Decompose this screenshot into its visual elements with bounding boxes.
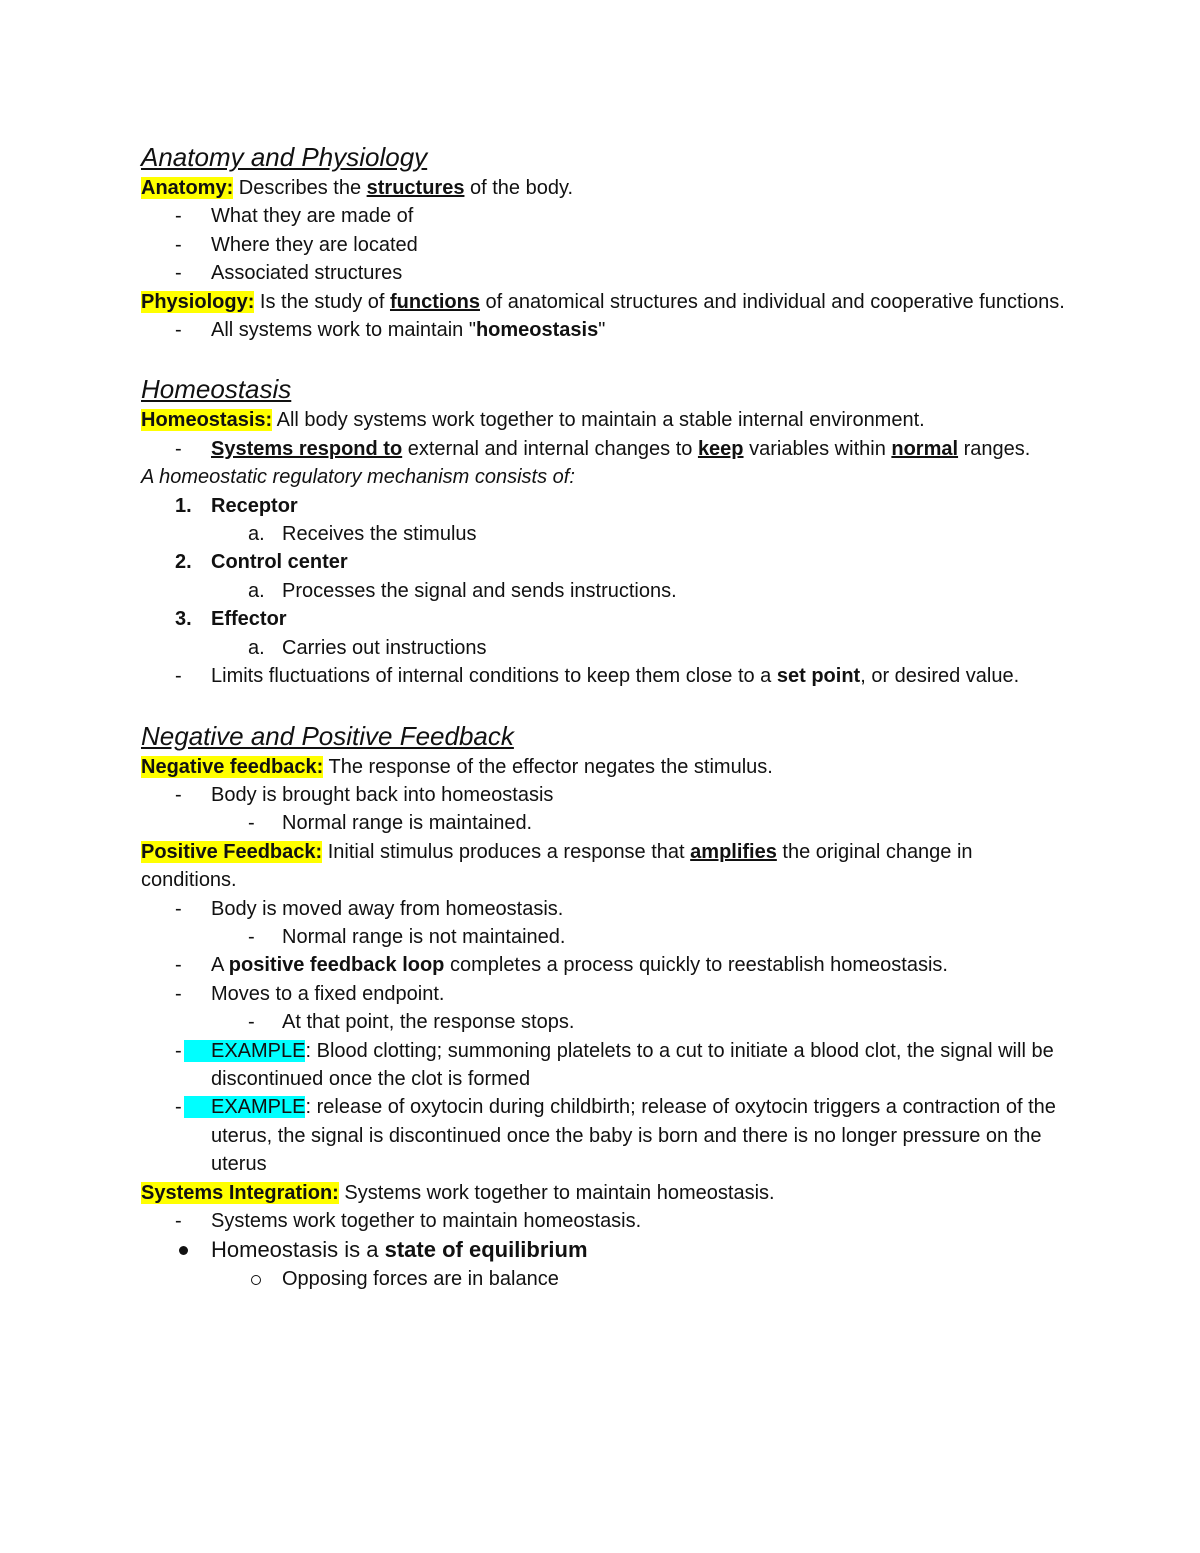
list-item: - Body is brought back into homeostasis	[175, 783, 554, 806]
list-item: - Moves to a fixed endpoint.	[175, 982, 445, 1005]
systems-integration-term: Systems Integration:	[141, 1181, 339, 1204]
anatomy-term: Anatomy:	[141, 177, 234, 199]
example-item: - EXAMPLE: Blood clotting; summoning platelets to a cut to initiate a blood clot, the signal will be discontinued once the clot is formed	[175, 1039, 1054, 1090]
numbered-item: 3. Effector	[175, 608, 287, 631]
sub-item: - Normal range is not maintained.	[248, 925, 566, 948]
example-item: - EXAMPLE: release of oxytocin during childbirth; release of oxytocin triggers a contraction of the uterus, the signal is discontinued once the baby is born and there is no longer pressure on the uterus	[175, 1096, 1056, 1176]
heading-anatomy-physiology: Anatomy and Physiology	[141, 142, 428, 172]
list-item: - All systems work to maintain "homeostasis"	[175, 319, 606, 342]
sub-bullet-item: Opposing forces are in balance	[141, 1265, 1071, 1293]
list-item: - Systems work together to maintain homeostasis.	[175, 1210, 642, 1232]
hollow-bullet-icon	[251, 1275, 261, 1285]
list-item: - What they are made of	[175, 205, 414, 228]
example-label: EXAMPLE	[184, 1040, 305, 1062]
numbered-item: 2. Control center	[175, 551, 348, 574]
bullet-item: Homeostasis is a state of equilibrium	[141, 1235, 1071, 1265]
list-item: - Where they are located	[175, 233, 418, 256]
homeostasis-term: Homeostasis:	[141, 409, 273, 432]
list-item: - Body is moved away from homeostasis.	[175, 897, 564, 920]
negative-feedback-term: Negative feedback:	[141, 755, 324, 778]
sub-item: a. Carries out instructions	[248, 636, 487, 659]
sub-item: - Normal range is maintained.	[248, 812, 533, 835]
numbered-item: 1. Receptor	[175, 494, 298, 517]
document-body	[141, 140, 1071, 1294]
positive-feedback-definition: Positive Feedback: Initial stimulus produces a response that amplifies the original change in conditions.	[141, 840, 973, 892]
negative-feedback-definition: Negative feedback: The response of the effector negates the stimulus.	[141, 755, 773, 778]
list-item: - A positive feedback loop completes a process quickly to reestablish homeostasis.	[175, 954, 948, 977]
mechanism-intro: A homeostatic regulatory mechanism consists of:	[141, 466, 575, 489]
physiology-definition: Physiology: Is the study of functions of anatomical structures and individual and cooperative functions.	[141, 290, 1065, 313]
anatomy-definition: Anatomy: Describes the structures of the body.	[141, 177, 574, 199]
list-item: - Limits fluctuations of internal conditions to keep them close to a set point, or desired value.	[175, 665, 1020, 688]
physiology-term: Physiology:	[141, 290, 255, 313]
positive-feedback-term: Positive Feedback:	[141, 840, 323, 863]
sub-item: - At that point, the response stops.	[248, 1011, 575, 1034]
filled-bullet-icon	[179, 1246, 188, 1255]
heading-homeostasis: Homeostasis	[141, 374, 292, 405]
sub-item: a. Processes the signal and sends instructions.	[248, 579, 677, 602]
list-item: - Associated structures	[175, 262, 403, 285]
systems-integration-definition: Systems Integration: Systems work together to maintain homeostasis.	[141, 1181, 775, 1204]
heading-feedback: Negative and Positive Feedback	[141, 720, 514, 751]
homeostasis-definition: Homeostasis: All body systems work together to maintain a stable internal environment.	[141, 409, 925, 432]
sub-item: a. Receives the stimulus	[248, 523, 477, 546]
example-label: EXAMPLE	[184, 1096, 305, 1118]
list-item: - Systems respond to external and internal changes to keep variables within normal ranges.	[175, 437, 1031, 460]
